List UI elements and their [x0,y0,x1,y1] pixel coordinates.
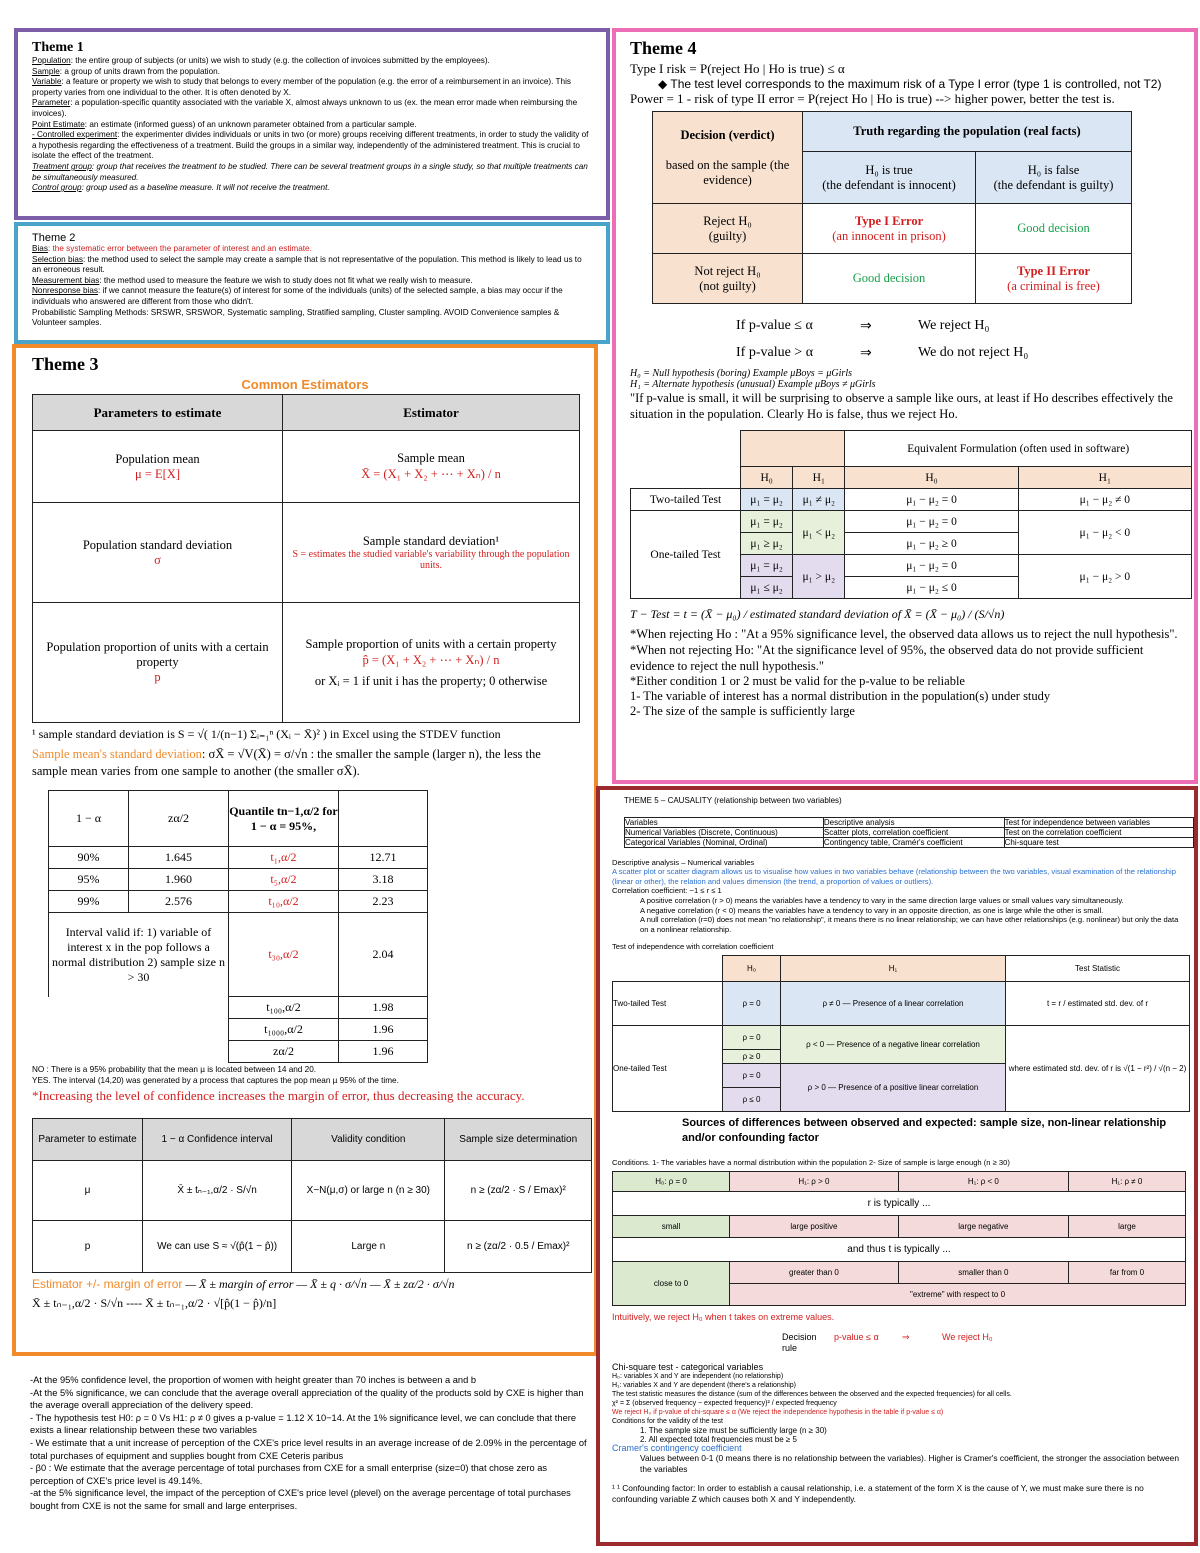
t-test-formula: T − Test = t = (X̄ − μ₀) / estimated standard deviation of X̄ = (X̄ − μ₀) / (S/√n) [630,607,1005,621]
hypothesis-table [630,430,1192,599]
table-cell: ρ ≤ 0 [723,1087,781,1111]
not-reject-row-label: Not reject H₀ (not guilty) [653,254,803,304]
table-cell: 90% [49,847,129,869]
table-cell: t₁₀₀₀,α/2 [229,1019,339,1041]
paragraph: The test statistic measures the distance (sum of the differences between the observed and the expected frequencies) for all cells. [612,1391,1012,1399]
col-header: Test Statistic [1006,955,1190,981]
h0-true-header: H₀ is true (the defendant is innocent) [803,152,976,204]
col-header: Quantile tn−1,α/2 for 1 − α = 95%, [229,791,339,847]
theme2-definitions [32,244,592,329]
theme4-panel [612,28,1198,784]
col-header: H₁ [781,955,1006,981]
bullet: A negative correlation (r < 0) means the variables have a tendency to vary in an opposite direction, as one is large while the other is small. [640,905,1104,915]
paragraph: Conditions for the validity of the test [612,1418,723,1426]
row-label: Two-tailed Test [613,981,723,1025]
table-cell: Test on the correlation coefficient [1004,827,1193,837]
table-cell: n ≥ (zα/2 · S / Emax)² [445,1161,592,1221]
table-cell: 1.645 [129,847,229,869]
table-cell: n ≥ (zα/2 · 0.5 / Emax)² [445,1221,592,1273]
table-cell: Variables [625,817,824,827]
h0-false-header: H₀ is false (the defendant is guilty) [976,152,1132,204]
table-cell: 2.576 [129,891,229,913]
table-cell: close to 0 [613,1261,730,1305]
table-cell: where estimated std. dev. of r is √(1 − r²) / √(n − 2) [1006,1025,1190,1111]
col-header: 1 − α [49,791,129,847]
table-cell: μ₁ − μ₂ ≠ 0 [1018,489,1191,511]
yes-note: YES. The interval (14,20) was generated by a process that captures the pop mean µ 95% of the time. [32,1075,399,1085]
table-cell: t₅,α/2 [229,869,339,891]
theme3-panel [12,344,598,1356]
good-decision-cell: Good decision [803,254,976,304]
definition-line: Parameter: a population-specific quantity associated with the variable X, almost always unknown to us (ex. the mean error made when reimbursing the invoices). [32,98,578,118]
table-cell: 95% [49,869,129,891]
theme1-definitions [32,56,592,194]
table-cell: and thus t is typically ... [613,1237,1186,1261]
definition-line: Measurement bias: the method used to measure the feature we wish to study does not fit what we really wish to measure. [32,275,473,285]
table-cell: t = r / estimated std. dev. of r [1006,981,1190,1025]
theme2-title: Theme 2 [32,232,76,244]
note-line: -At the 95% confidence level, the proportion of women with height greater than 70 inches is between a and b [30,1375,477,1385]
table-cell: μ₁ = μ₂ [741,489,793,511]
type1-note: ◆ The test level corresponds to the maximum risk of a Type I error (type 1 is controlled, not T2) [658,77,1162,91]
h1-col: H₁ [793,467,845,489]
definition-line: Selection bias: the method used to select the sample may create a sample that is not representative of the population. This method is likely to lead us to an erroneous result. [32,254,582,275]
table-cell: μ₁ ≤ μ₂ [741,577,793,599]
table-cell: Sample mean X̄ = (X₁ + X₂ + ⋯ + Xₙ) / n [283,431,580,503]
table-cell: t₁₀,α/2 [229,891,339,913]
reject-statement: *When rejecting Ho : "At a 95% significance level, the observed data allows us to reject the null hypothesis". *When not rejecting Ho: "At the significance level of 95%, the observed data do not provide sufficient evidence to reject the null hypothesis." [630,627,1178,673]
paragraph: A scatter plot or scatter diagram allows us to visualise how values in two variables behave (relationship between the two variables, visual examination of the relationship (linear or other), the relation and values dimension (the trend, a proportion of values or outliers). [612,867,1176,886]
confidence-interval-table [32,1118,592,1273]
section-title: Chi-square test - categorical variables [612,1362,764,1373]
table-cell: large positive [730,1215,899,1237]
one-tailed-label: One-tailed Test [631,511,741,599]
bullet: 2. All expected total frequencies must be ≥ 5 [640,1435,797,1445]
bullet: A positive correlation (r > 0) means the variables have a tendency to vary in the same direction large values or small values vary simultaneously. [640,895,1124,905]
truth-header: Truth regarding the population (real facts) [803,112,1132,152]
table-cell: H₁: ρ > 0 [730,1171,899,1191]
bottom-notes [30,1374,590,1513]
decision-rule-2: If p-value > α ⇒ We do not reject H₀ [736,345,1029,361]
table-cell: We can use S ≈ √(p̂(1 − p̂)) [143,1221,292,1273]
bullet: 1. The sample size must be sufficiently large (n ≥ 30) [640,1426,827,1436]
table-cell: H₁: ρ ≠ 0 [1068,1171,1185,1191]
table-cell: Population mean μ = E[X] [33,431,283,503]
two-tailed-label: Two-tailed Test [631,489,741,511]
table-cell: t₁,α/2 [229,847,339,869]
col-header: Estimator [283,395,580,431]
table-cell: Contingency table, Cramér's coefficient [823,837,1004,847]
table-cell: H₁: ρ < 0 [898,1171,1068,1191]
table-cell: r is typically ... [613,1191,1186,1215]
theme1-title: Theme 1 [32,40,84,55]
margin-of-error-line2: X̄ ± tₙ₋₁,α/2 · S/√n ---- X̄ ± tₙ₋₁,α/2 · √[p̂(1 − p̂)/n] [32,1296,277,1311]
blank-header [741,431,845,467]
table-cell: 2.23 [339,891,428,913]
definition-line: Control group: group used as a baseline measure. It will not receive the treatment. [32,183,330,193]
intuitively-note: Intuitively, we reject H₀ when t takes on extreme values. [612,1311,835,1322]
col-header: Sample size determination [445,1119,592,1161]
quantile-table [48,790,428,1063]
reject-row-label: Reject H₀ (guilty) [653,204,803,254]
theme5-title: THEME 5 – CAUSALITY (relationship between two variables) [624,796,842,805]
table-cell: small [613,1215,730,1237]
table-cell: ρ = 0 [723,1025,781,1049]
conditions-note: Conditions. 1- The variables have a normal distribution within the population 2- Size of sample is large enough (n ≥ 30) [612,1157,1010,1167]
type2-error-cell: Type II Error (a criminal is free) [976,254,1132,304]
table-cell: 1.96 [339,1019,428,1041]
pvalue-interpretation: "If p-value is small, it will be surprising to observe a sample like ours, at least if Ho describes effectively the situation in the population. Clearly Ho is false, thus we reject Ho. [630,391,1173,421]
note-line: -At the 5% significance, we can conclude that the average overall appreciation of the quality of the products sold by CXE is higher than the average overall appreciation of the delivery speed. [30,1387,584,1411]
col-header: H₀ [723,955,781,981]
estimators-table [32,394,580,723]
table-cell: greater than 0 [730,1261,899,1283]
table-cell: μ [33,1161,143,1221]
sources-note: Sources of differences between observed and expected: sample size, non-linear relationship and/or confounding factor [682,1116,1167,1144]
table-cell: 12.71 [339,847,428,869]
h0-col: H₀ [741,467,793,489]
row-label: One-tailed Test [613,1025,723,1111]
table-cell: μ₁ ≥ μ₂ [741,533,793,555]
table-cell: large negative [898,1215,1068,1237]
theme2-panel [14,222,610,344]
note-line: - β0 : We estimate that the average percentage of total purchases from CXE for a small enterprise (size=0) that chose zero as perception of CXE's price level is 49.14%. [30,1463,548,1486]
table-cell: Large n [292,1221,445,1273]
table-cell: Population proportion of units with a certain property p [33,603,283,723]
note-line: - The hypothesis test H0: ρ = 0 Vs H1: ρ ≠ 0 gives a p-value = 1.12 X 10−14. At the 1% significance level, we can conclude that there exists a linear relationship between these two variables [30,1412,577,1436]
condition-1: 1- The variable of interest has a normal distribution in the population(s) under study [630,689,1051,703]
definition-line: - Controlled experiment: the experimenter divides individuals or units in two (or more) groups receiving different treatments, in order to study the validity of a hypothesis regarding the effectiveness of a treatment. Build the groups in a similar way, independently of the administered treatment. This is crucial to isolate the effect of the treatment. [32,130,589,161]
paragraph: We reject H₀ if p-value of chi-square ≤ α (We reject the independence hypothesis in the table if p-value ≤ α) [612,1409,944,1417]
table-cell: "extreme" with respect to 0 [730,1283,1186,1305]
note-line: - We estimate that a unit increase of perception of the CXE's price level results in an average increase of de 2.09% in the percentage of total purchases of equipment and supplies bought from CXE Ceteris paribus [30,1437,587,1461]
table-cell: Population standard deviation σ [33,503,283,603]
table-cell: ρ ≠ 0 — Presence of a linear correlation [781,981,1006,1025]
sd-note: ¹ sample standard deviation is S = √( 1/(n−1) Σᵢ₌₁ⁿ (Xᵢ − X̄)² ) in Excel using the STDEV function [32,727,501,741]
bullet: A null correlation (r=0) does not mean "no relationship", it means there is no linear relationship; we can have other relationships (e.g. nonlinear) but only the data on a nonlinear relationship. [640,915,1179,934]
definition-line: Probabilistic Sampling Methods: SRSWR, SRSWOR, Systematic sampling, Stratified sampling, Cluster sampling. AVOID Convenience samples & Volunteer samples. [32,307,560,328]
note-line: -at the 5% significance level, the impact of the perception of CXE's price level (plevel) on the average percentage of total purchases bought from CXE is not the same for small and large enterprises. [30,1488,571,1511]
type1-risk: Type I risk = P(reject Ho | Ho is true) ≤ α [630,61,845,76]
table-cell: μ₁ ≠ μ₂ [793,489,845,511]
table-cell: μ₁ − μ₂ ≤ 0 [845,577,1018,599]
causality-table [624,817,1194,848]
r-typical-table [612,1171,1186,1306]
col-header: Validity condition [292,1119,445,1161]
theme1-panel [14,28,610,220]
table-cell: Chi-square test [1004,837,1193,847]
section-title: Descriptive analysis – Numerical variables [612,857,755,867]
table-cell: Test for independence between variables [1004,817,1193,827]
table-cell: 1.98 [339,997,428,1019]
table-cell: ρ = 0 [723,1063,781,1087]
table-cell: H₀: ρ = 0 [613,1171,730,1191]
paragraph: H₀: variables X and Y are independent (no relationship) [612,1373,784,1381]
mean-sd-note: Sample mean's standard deviation: σX̄ = √V(X̄) = σ/√n : the smaller the sample (larger n), the less the sample mean varies from one sample to another (the smaller σX̄). [32,747,541,778]
table-cell: Numerical Variables (Discrete, Continuous) [625,827,824,837]
h0-definition: H₀ = Null hypothesis (boring) Example μBoys = μGirls [630,368,852,379]
table-cell: X~N(μ,σ) or large n (n ≥ 30) [292,1161,445,1221]
definition-line: Sample: a group of units drawn from the population. [32,66,220,76]
table-cell: smaller than 0 [898,1261,1068,1283]
bullet: Values between 0-1 (0 means there is no relationship between the variables). Higher is Cramer's coefficient, the stronger the association between the variables [640,1453,1179,1475]
definition-line: Variable: a feature or property we wish to study that belongs to every member of the population (e.g. the error of a reimbursement in an invoice). This property varies from one individual to the other. It is often denoted by X. [32,77,571,97]
definition-line: Treatment group: group that receives the treatment to be studied. There can be several treatment groups in a single study, so that multiple treatments can be simultaneously measured. [32,161,588,182]
table-cell: 3.18 [339,869,428,891]
condition-2: 2- The size of the sample is sufficiently large [630,704,855,718]
col-header: zα/2 [129,791,229,847]
definition-line: Bias: the systematic error between the parameter of interest and an estimate. [32,244,312,253]
table-cell: Sample proportion of units with a certain property p̂ = (X₁ + X₂ + ⋯ + Xₙ) / n or Xᵢ = 1 if unit i has the property; 0 otherwise [283,603,580,723]
table-cell: μ₁ − μ₂ ≥ 0 [845,533,1018,555]
table-cell: μ₁ − μ₂ = 0 [845,555,1018,577]
table-cell: 1.96 [339,1041,428,1063]
table-cell: Sample standard deviation¹ S = estimates the studied variable's variability through the population units. [283,503,580,603]
table-cell: p [33,1221,143,1273]
test-independence-title: Test of independence with correlation coefficient [612,942,774,952]
table-cell: μ₁ = μ₂ [741,555,793,577]
table-cell: ρ ≥ 0 [723,1049,781,1063]
table-cell: X̄ ± tₙ₋₁,α/2 · S/√n [143,1161,292,1221]
table-cell: μ₁ − μ₂ > 0 [1018,555,1191,599]
col-header: Parameter to estimate [33,1119,143,1161]
table-cell: μ₁ > μ₂ [793,555,845,599]
decision-rule-1: If p-value ≤ α ⇒ We reject H₀ [736,318,990,334]
decision-rule: Decision rule p-value ≤ α ⇒ We reject H₀ [782,1332,993,1353]
table-cell: ρ > 0 — Presence of a positive linear correlation [781,1063,1006,1111]
table-cell: large [1068,1215,1185,1237]
chi-square-section [612,1363,1182,1505]
theme4-title: Theme 4 [630,38,697,58]
table-cell: Categorical Variables (Nominal, Ordinal) [625,837,824,847]
table-cell: ρ < 0 — Presence of a negative linear correlation [781,1025,1006,1063]
independence-table [612,955,1190,1112]
decision-header: Decision (verdict) based on the sample (the evidence) [653,112,803,204]
paragraph: H₁: variables X and Y are dependent (there's a relationship) [612,1382,796,1390]
theme5-panel [596,786,1198,1546]
col-header: Parameters to estimate [33,395,283,431]
confidence-note: *Increasing the level of confidence increases the margin of error, thus decreasing the accuracy. [32,1088,525,1104]
table-cell: Scatter plots, correlation coefficient [823,827,1004,837]
power-line: Power = 1 - risk of type II error = P(reject Ho | Ho is true) --> higher power, better the test is. [630,91,1115,106]
formula: χ² = Σ (observed frequency − expected frequency)² / expected frequency [612,1400,837,1408]
descriptive-section [612,858,1182,935]
table-cell: μ₁ − μ₂ < 0 [1018,511,1191,555]
col-header: 1 − α Confidence interval [143,1119,292,1161]
section-title: Cramer's contingency coefficient [612,1443,742,1454]
table-cell: Descriptive analysis [823,817,1004,827]
h1-definition: H₁ = Alternate hypothesis (unusual) Example μBoys ≠ μGirls [630,379,876,390]
h0-col: H₀ [845,467,1018,489]
table-cell: 2.04 [339,913,428,997]
col-header [339,791,428,847]
interval-valid-note: Interval valid if: 1) variable of interest x in the pop follows a normal distribution 2) sample size n > 30 [49,913,229,997]
footnote: ¹ ¹ Confounding factor: In order to establish a causal relationship, i.e. a statement of the form X is the cause of Y, we must make sure there is no confounding variable Z which causes both X and Y independently. [612,1483,1144,1505]
table-cell: 1.960 [129,869,229,891]
good-decision-cell: Good decision [976,204,1132,254]
table-cell: μ₁ − μ₂ = 0 [845,489,1018,511]
table-cell: ρ = 0 [723,981,781,1025]
table-cell: far from 0 [1068,1261,1185,1283]
type1-error-cell: Type I Error (an innocent in prison) [803,204,976,254]
definition-line: Point Estimate: an estimate (informed guess) of an unknown parameter obtained from a particular sample. [32,119,417,129]
section-title: Correlation coefficient: −1 ≤ r ≤ 1 [612,886,722,896]
common-estimators-title: Common Estimators [241,377,369,392]
table-cell: zα/2 [229,1041,339,1063]
margin-of-error-line: Estimator +/- margin of error — X̄ ± margin of error — X̄ ± q · σ/√n — X̄ ± zα/2 · σ/√n [32,1277,455,1292]
theme3-title: Theme 3 [32,354,99,374]
h1-col: H₁ [1018,467,1191,489]
table-cell: t₁₀₀,α/2 [229,997,339,1019]
table-cell: 99% [49,891,129,913]
decision-table [652,111,1132,304]
definition-line: Population: the entire group of subjects (or units) we wish to study (e.g. the collection of invoices submitted by the employees). [32,56,490,65]
table-cell: μ₁ < μ₂ [793,511,845,555]
no-note: NO : There is a 95% probability that the mean µ is located between 14 and 20. [32,1065,317,1074]
table-cell: t₃₀,α/2 [229,913,339,997]
table-cell: μ₁ = μ₂ [741,511,793,533]
table-cell: μ₁ − μ₂ = 0 [845,511,1018,533]
equiv-header: Equivalent Formulation (often used in software) [845,431,1192,467]
either-condition: *Either condition 1 or 2 must be valid for the p-value to be reliable [630,674,965,688]
definition-line: Nonresponse bias: if we cannot measure the feature(s) of interest for some of the individuals (units) of the selected sample, a bias may occur if the individuals who answered are different from those who didn't. [32,286,563,306]
